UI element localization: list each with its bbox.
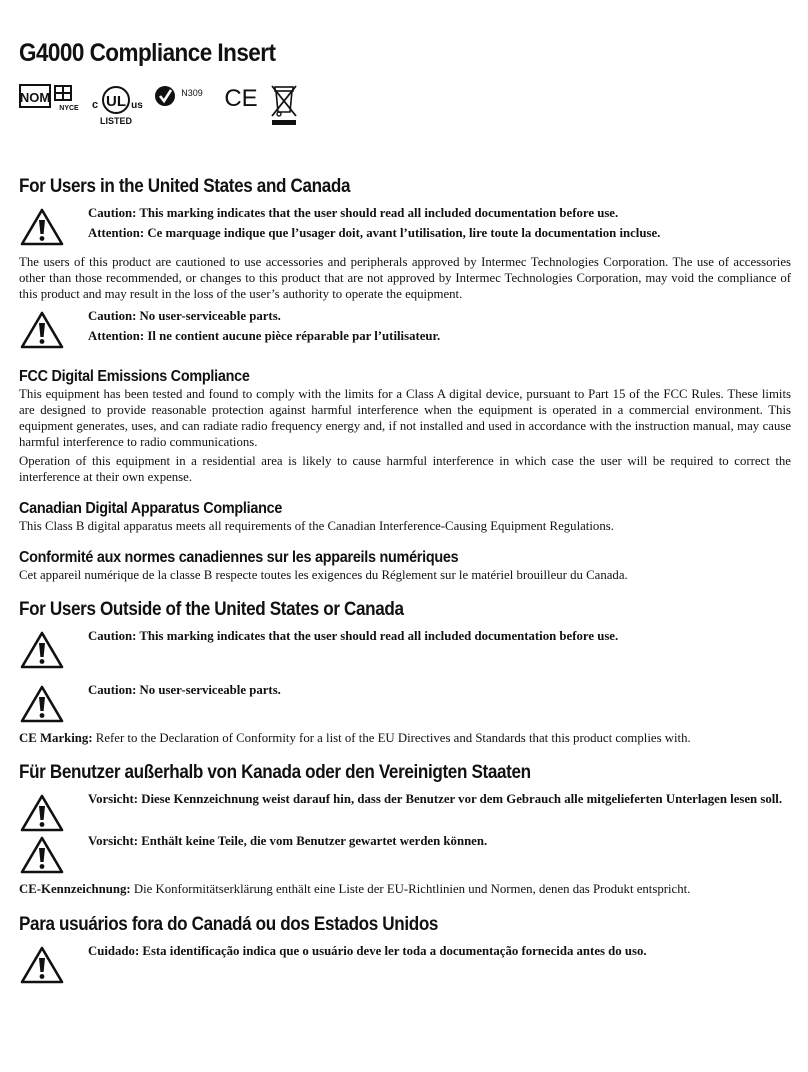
warning-triangle-icon [19,684,65,724]
svg-text:NYCE: NYCE [59,105,79,112]
svg-text:NOM: NOM [19,90,51,105]
svg-text:us: us [131,100,143,111]
caution-block [19,310,791,350]
section-heading-conformite: Conformité aux normes canadiennes sur les appareils numériques [19,549,459,566]
caution-block [19,207,791,247]
ce-marking-paragraph [19,730,791,746]
caution-block [19,684,791,724]
ce-mark-logo [221,82,261,112]
caution-text: Cuidado: Esta identificação indica que o usuário deve ler toda a documentação fornecida antes do uso. [88,944,647,958]
body-paragraph: Cet appareil numérique de la classe B respecte toutes les exigences du Réglement sur le matériel brouilleur du Canada. [19,568,628,582]
ce-kennzeichnung-label: CE-Kennzeichnung: [19,882,131,896]
body-paragraph: Operation of this equipment in a residential area is likely to cause harmful interference in which case the user will be required to correct the interference at their own expense. [19,454,791,484]
section-heading-portuguese: Para usuários fora do Canadá ou dos Estados Unidos [19,914,439,935]
warning-triangle-icon [19,207,65,247]
svg-text:UL: UL [106,93,126,110]
svg-text:CE: CE [224,85,258,112]
warning-triangle-icon [19,945,65,985]
weee-bin-icon [269,82,299,128]
certification-logos [19,82,791,140]
caution-text: Caution: No user-serviceable parts. [88,309,281,323]
svg-text:c: c [91,99,99,111]
caution-text: Caution: No user-serviceable parts. [88,683,281,697]
section-heading-us-canada: For Users in the United States and Canada [19,176,351,197]
ce-marking-text: Refer to the Declaration of Conformity for a list of the EU Directives and Standards that this product complies with. [95,731,691,745]
body-paragraph: This Class B digital apparatus meets all requirements of the Canadian Interference-Causing Equipment Regulations. [19,519,614,533]
section-heading-german: Für Benutzer außerhalb von Kanada oder den Vereinigten Staaten [19,762,531,783]
caution-text: Caution: This marking indicates that the user should read all included documentation before use. [88,629,619,643]
svg-text:LISTED: LISTED [99,116,133,126]
compliance-document [19,38,791,985]
caution-text-fr: Attention: Ce marquage indique que l’usager doit, avant l’utilisation, lire toute la documentation incluse. [88,226,661,240]
section-heading-outside: For Users Outside of the United States or Canada [19,599,404,620]
body-paragraph: The users of this product are cautioned to use accessories and peripherals approved by Intermec Technologies Corporation. The use of accessories other than those recommended, or changes to this product that are not approved by Intermec Technologies Corporation, may void the compliance of this product and may result in the loss of the user’s authority to operate the equipment. [19,255,791,301]
caution-block [19,835,791,875]
warning-triangle-icon [19,835,65,875]
caution-text: Caution: This marking indicates that the user should read all included documentation before use. [88,206,619,220]
ul-listed-logo [89,82,145,126]
ce-kennzeichnung-paragraph [19,881,791,897]
ce-kennzeichnung-text: Die Konformitätserklärung enthält eine Liste der EU-Richtlinien und Normen, denen das Produkt entspricht. [133,882,691,896]
section-heading-canadian: Canadian Digital Apparatus Compliance [19,500,283,517]
body-paragraph: This equipment has been tested and found to comply with the limits for a Class A digital device, pursuant to Part 15 of the FCC Rules. These limits are designed to provide reasonable protection against harmful interference when the equipment is operated in a commercial environment. This equipment generates, uses, and can radiate radio frequency energy and, if not installed and used in accordance with the instruction manual, may cause harmful interference to radio communications. [19,387,791,449]
section-heading-fcc: FCC Digital Emissions Compliance [19,368,250,385]
page-title: G4000 Compliance Insert [19,39,276,67]
nom-nyce-logo [19,82,81,112]
warning-triangle-icon [19,310,65,350]
svg-text:N309: N309 [181,88,203,98]
caution-text-fr: Attention: Il ne contient aucune pièce réparable par l’utilisateur. [88,329,441,343]
caution-block [19,630,791,670]
ce-marking-label: CE Marking: [19,731,93,745]
caution-block [19,793,791,833]
warning-triangle-icon [19,793,65,833]
warning-triangle-icon [19,630,65,670]
ctick-logo [153,82,213,112]
caution-text: Vorsicht: Diese Kennzeichnung weist darauf hin, dass der Benutzer vor dem Gebrauch alle mitgelieferten Unterlagen lesen soll. [88,792,783,806]
caution-block [19,945,791,985]
caution-text: Vorsicht: Enthält keine Teile, die vom Benutzer gewartet werden können. [88,834,488,848]
